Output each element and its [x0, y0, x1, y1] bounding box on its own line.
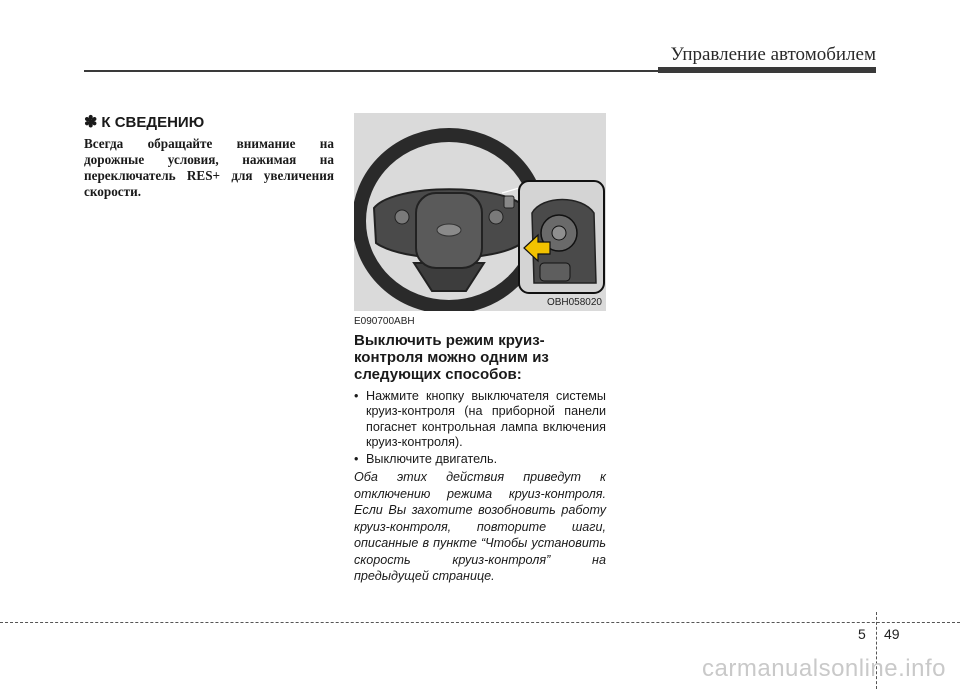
- list-item: [354, 389, 606, 450]
- bullet-list: [354, 389, 606, 467]
- list-item-text: Нажмите кнопку выключателя системы круиз-контроля (на приборной панели погаснет контрольная лампа включения круиз-контроля).: [366, 389, 606, 449]
- section-note: Оба этих действия приведут к отключению режима круиз-контроля. Если Вы захотите возобновить работу круиз-контроля, повторите шаги, описанные в пункте “Чтобы установить скорость круиз-контроля” на предыдущей странице.: [354, 470, 606, 584]
- header-rule-accent: [658, 67, 876, 73]
- list-item: [354, 452, 606, 467]
- section-code: E090700ABH: [354, 316, 415, 327]
- page-number: 49: [884, 626, 900, 642]
- list-item-text: Выключите двигатель.: [366, 452, 498, 467]
- bullet-dot-icon: •: [354, 452, 359, 467]
- bullet-dot-icon: •: [354, 389, 359, 403]
- note-column: [84, 112, 334, 200]
- section-number: 5: [858, 626, 866, 642]
- figure-code: OBH058020: [546, 297, 602, 308]
- page-header-title: Управление автомобилем: [670, 44, 876, 65]
- steering-wheel-figure: [354, 113, 606, 311]
- note-title-text: К СВЕДЕНИЮ: [101, 113, 205, 131]
- section-heading: Выключить режим круиз-контроля можно одним из следующих способов:: [354, 332, 549, 383]
- note-title: [84, 112, 334, 132]
- asterisk-icon: ✽: [84, 114, 98, 131]
- watermark: carmanualsonline.info: [702, 655, 946, 682]
- footer-rule: [0, 622, 960, 623]
- section-column: [354, 316, 606, 585]
- note-body: Всегда обращайте внимание на дорожные условия, нажимая на переключатель RES+ для увеличения скорости.: [84, 136, 334, 199]
- steering-wheel-illustration: [354, 113, 606, 311]
